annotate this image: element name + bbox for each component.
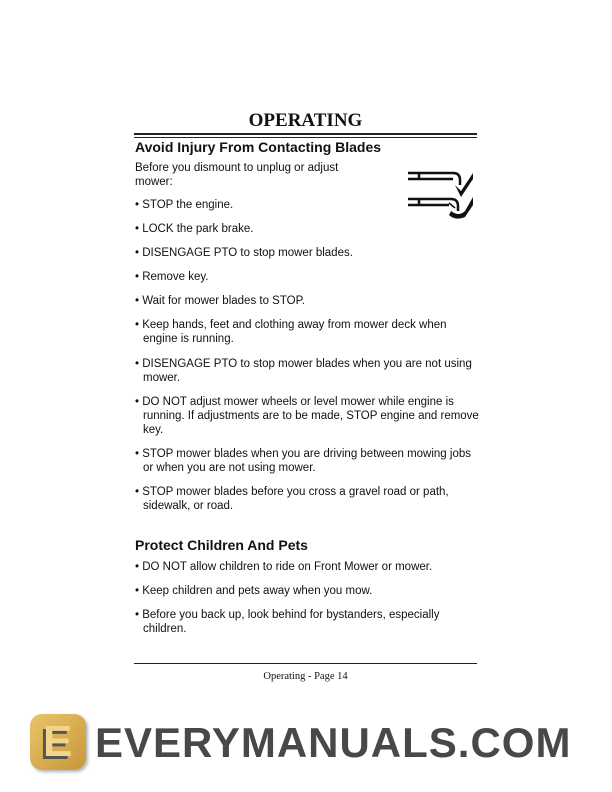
list-item: • STOP the engine.	[135, 199, 234, 211]
list-item: • LOCK the park brake.	[135, 223, 254, 235]
watermark-text: EVERYMANUALS.COM	[95, 719, 572, 766]
list-item: • Wait for mower blades to STOP.	[135, 295, 305, 307]
list-item: • DISENGAGE PTO to stop mower blades when you are not using mower.	[135, 358, 472, 384]
watermark-logo	[30, 714, 86, 770]
list-item: • DO NOT allow children to ride on Front Mower or mower.	[135, 561, 433, 573]
list-item: • DISENGAGE PTO to stop mower blades.	[135, 247, 353, 259]
footer-rule	[134, 663, 477, 664]
title-rule-thin	[134, 137, 477, 138]
section-heading-blades: Avoid Injury From Contacting Blades	[135, 139, 382, 155]
list-item: • STOP mower blades before you cross a gravel road or path, sidewalk, or road.	[135, 486, 449, 512]
list-item: • Keep children and pets away when you mow.	[135, 585, 373, 597]
intro-line: Before you dismount to unplug or adjust	[135, 162, 339, 174]
list-item: • Keep hands, feet and clothing away from mower deck when engine is running.	[135, 319, 447, 345]
watermark-logo-letter: E	[43, 717, 73, 766]
list-item: • Before you back up, look behind for bystanders, especially children.	[135, 609, 440, 635]
intro-text	[135, 161, 338, 189]
title-rule	[134, 133, 477, 135]
page-footer: Operating - Page 14	[263, 671, 348, 682]
page-title: OPERATING	[248, 110, 363, 131]
section-heading-children: Protect Children And Pets	[135, 537, 308, 553]
list-item: • DO NOT adjust mower wheels or level mower while engine is running. If adjustments are to be made, STOP engine and remove key.	[135, 396, 479, 436]
intro-line: mower:	[135, 176, 173, 188]
list-item: • Remove key.	[135, 271, 209, 283]
list-item: • STOP mower blades when you are driving between mowing jobs or when you are not using mower.	[135, 448, 471, 474]
